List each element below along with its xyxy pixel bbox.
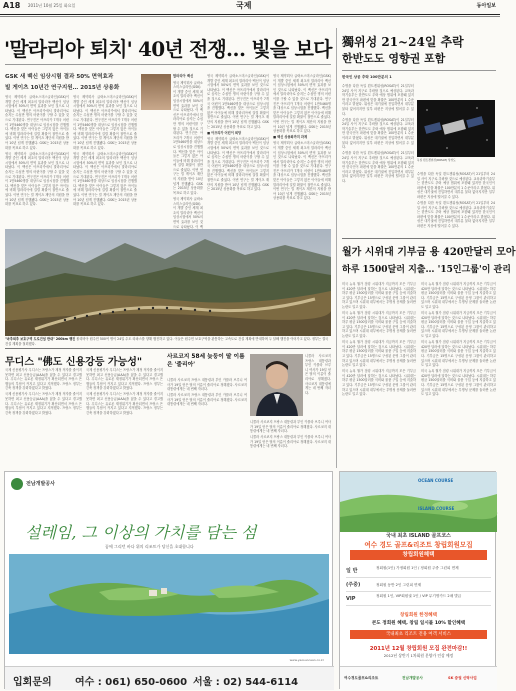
bottom-body-col4: 니콜라 사르코지 프랑스 대통령과 부인 카를라 브루니 여사가 19일 얻은 딸의 이름이 줄리아로 정해졌다. 사르코지 대통령에게는 네 번째 자녀다. 니콜라 사르코지 프랑스 대통령과 부인 카를라 브루니 여사가 19일 얻은 딸의 이름이 줄리아로 정해졌다. 사르코지 대통령에게는 네 번째 자녀다. [250,420,331,449]
ad-inquiry-label: 입회문의 [13,677,52,688]
right-mid-col2: 미국 뉴욕 월가 점령 시위대가 지금까지 모은 기부금이 420만 달러에 달하는 것으로 나타났다. 시위대는 하루 평균 1500달러를 식비와 물품 구입 등에 지출하고 있다. 기부금은 15명으로 구성된 운영 그룹이 관리하고 있으며 시위대 내부에서는 투명성 문제를 둘러싼 논란도 일고 있다. 미국 뉴욕 월가 점령 시위대가 지금까지 모은 기부금이 420만 달러에 달하는 것으로 나타났다. 시위대는 하루 평균 1500달러를 식비와 물품 구입 등에 지출하고 있다. 기부금은 15명으로 구성된 운영 그룹이 관리하고 있으며 시위대 내부에서는 투명성 문제를 둘러싼 논란도 일고 있다. 미국 뉴욕 월가 점령 시위대가 지금까지 모은 기부금이 420만 달러에 달하는 것으로 나타났다. 시위대는 하루 평균 1500달러를 식비와 물품 구입 등에 지출하고 있다. 기부금은 15명으로 구성된 운영 그룹이 관리하고 있으며 시위대 내부에서는 투명성 문제를 둘러싼 논란도 일고 있다. 미국 뉴욕 월가 점령 시위대가 지금까지 모은 기부금이 420만 달러에 달하는 것으로 나타났다. 시위대는 하루 평균 1500달러를 식비와 물품 구입 등에 지출하고 있다. 기부금은 15명으로 구성된 운영 그룹이 관리하고 있으며 시위대 내부에서는 투명성 문제를 둘러싼 논란도 일고 있다. [421,282,496,397]
right-mid-col1: 미국 뉴욕 월가 점령 시위대가 지금까지 모은 기부금이 420만 달러에 달하는 것으로 나타났다. 시위대는 하루 평균 1500달러를 식비와 물품 구입 등에 지출하고 있다. 기부금은 15명으로 구성된 운영 그룹이 관리하고 있으며 시위대 내부에서는 투명성 문제를 둘러싼 논란도 일고 있다. 미국 뉴욕 월가 점령 시위대가 지금까지 모은 기부금이 420만 달러에 달하는 것으로 나타났다. 시위대는 하루 평균 1500달러를 식비와 물품 구입 등에 지출하고 있다. 기부금은 15명으로 구성된 운영 그룹이 관리하고 있으며 시위대 내부에서는 투명성 문제를 둘러싼 논란도 일고 있다. 미국 뉴욕 월가 점령 시위대가 지금까지 모은 기부금이 420만 달러에 달하는 것으로 나타났다. 시위대는 하루 평균 1500달러를 식비와 물품 구입 등에 지출하고 있다. 기부금은 15명으로 구성된 운영 그룹이 관리하고 있으며 시위대 내부에서는 투명성 문제를 둘러싼 논란도 일고 있다. 미국 뉴욕 월가 점령 시위대가 지금까지 모은 기부금이 420만 달러에 달하는 것으로 나타났다. 시위대는 하루 평균 1500달러를 식비와 물품 구입 등에 지출하고 있다. 기부금은 15명으로 구성된 운영 그룹이 관리하고 있으며 시위대 내부에서는 투명성 문제를 둘러싼 논란도 일고 있다. [342,282,416,397]
divider [342,238,496,239]
ad-island-photo [9,554,329,654]
ad-highlight-2: 콘도 정회원 혜택, 창립 일시불 10% 할인혜택 [371,621,466,626]
main-subheadline-1: GSK 새 백신 임상시험 결과 50% 면역효과 [5,74,114,80]
benefit-row-desc: 정회원(1인) 가정회원 1인 / 정회원 주중 그린피 면제 [376,566,459,570]
portrait-photo [250,354,303,416]
ad-footer [340,666,497,690]
ad-footer-trustee: SK 증권 신탁사업 [448,676,477,680]
ad-course-label-1: OCEAN COURSE [418,478,454,483]
ad-course-label-2: ISLAND COURSE [418,506,455,511]
page-header [0,0,500,14]
bottom-body-col5: 니콜라 사르코지 프랑스 대통령과 부인 카를라 브루니 여사가 19일 얻은 딸의 이름이 줄리아로 정해졌다. 사르코지 대통령에게는 네 번째 자녀다. [305,354,331,395]
main-headline: '말라리아 퇴치' 40년 전쟁… 빛을 보다 [4,37,332,61]
right-mid-headline-1: 월가 시위대 기부금 용 420만달러 모아 [342,247,516,258]
ad-golf[interactable] [339,471,496,689]
right-headline-1: 獨위성 21~24일 추락 [342,35,464,49]
ad-subtitle: 꿈에 그리던 바다 위의 리조트가 당신을 초대합니다 [105,544,194,549]
benefit-row-label: (주중) [346,582,361,588]
benefit-row-label: VIP [346,596,356,602]
ad-golf-title: 국내 최초 ISLAND 골프코스 [386,533,451,539]
ad-benefit-header: 창립회원혜택 [350,550,487,560]
header-rule-thin [0,16,500,17]
satellite-image [417,100,495,157]
ad-website[interactable]: www.yeosuocean.co.kr [289,658,324,662]
main-body-col3: 말라리아 백신 영국 제약회사 글락소스미스클라인(GSK)이 개발 중인 세계 최초의 말라리아 백신이 임상시험에서 50%의 면역 효과를 보인 것으로 나타났다. 이 백신은 아프리카에서 말라리아로 숨지는 수십만 명의 어린이를 구할 수 있을 것으로 기대된다. 연구진은 아프리카 7개국 어린이 1만5460명을 대상으로 임상시험을 진행했다. 백신을 맞은 아이들은 그렇지 않은 아이들에 비해 말라리아에 걸릴 확률이 절반으로 줄었다. 이번 연구는 빌 게이츠 재단의 지원을 받아 10년 넘게 진행됐다. GSK는 2015년 상용화를 목표로 하고 있다. 영국 제약회사 글락소스미스클라인(GSK)이 개발 중인 세계 최초의 말라리아 백신이 임상시험에서 50%의 면역 효과를 보인 것으로 나타났다. 이 백 [173,74,203,229]
main-body-col2: 영국 제약회사 글락소스미스클라인(GSK)이 개발 중인 세계 최초의 말라리아 백신이 임상시험에서 50%의 면역 효과를 보인 것으로 나타났다. 이 백신은 아프리카에서 말라리아로 숨지는 수십만 명의 어린이를 구할 수 있을 것으로 기대된다. 연구진은 아프리카 7개국 어린이 1만5460명을 대상으로 임상시험을 진행했다. 백신을 맞은 아이들은 그렇지 않은 아이들에 비해 말라리아에 걸릴 확률이 절반으로 줄었다. 이번 연구는 빌 게이츠 재단의 지원을 받아 10년 넘게 진행됐다. GSK는 2015년 상용화를 목표로 하고 있다. 영국 제약회사 글락소스미스클라인(GSK)이 개발 중인 세계 최초의 말라리아 백신이 임상시험에서 50%의 면역 효과를 보인 것으로 나타났다. 이 백신은 아프리카에서 말라리아로 숨지는 수십만 명의 어린이를 구할 수 있을 것으로 기대된다. 연구진은 아프리카 7개국 어린이 1만5460명을 대상으로 임상시험을 진행했다. 백신을 맞은 아이들은 그렇지 않은 아이들에 비해 말라리아에 걸릴 확률이 절반으로 줄었다. 이번 연구는 빌 게이츠 재단의 지원을 받아 10년 넘게 진행됐다. GSK는 2015년 상용화를 목표로 하고 있다. [73,95,137,207]
benefit-row-desc: 정회원 1인, VIP회원권 1인 / VIP 무기명카드 2매 발급 [376,594,462,598]
main-body-col1: 영국 제약회사 글락소스미스클라인(GSK)이 개발 중인 세계 최초의 말라리아 백신이 임상시험에서 50%의 면역 효과를 보인 것으로 나타났다. 이 백신은 아프리카에서 말라리아로 숨지는 수십만 명의 어린이를 구할 수 있을 것으로 기대된다. 연구진은 아프리카 7개국 어린이 1만5460명을 대상으로 임상시험을 진행했다. 백신을 맞은 아이들은 그렇지 않은 아이들에 비해 말라리아에 걸릴 확률이 절반으로 줄었다. 이번 연구는 빌 게이츠 재단의 지원을 받아 10년 넘게 진행됐다. GSK는 2015년 상용화를 목표로 하고 있다. 영국 제약회사 글락소스미스클라인(GSK)이 개발 중인 세계 최초의 말라리아 백신이 임상시험에서 50%의 면역 효과를 보인 것으로 나타났다. 이 백신은 아프리카에서 말라리아로 숨지는 수십만 명의 어린이를 구할 수 있을 것으로 기대된다. 연구진은 아프리카 7개국 어린이 1만5460명을 대상으로 임상시험을 진행했다. 백신을 맞은 아이들은 그렇지 않은 아이들에 비해 말라리아에 걸릴 확률이 절반으로 줄었다. 이번 연구는 빌 게이츠 재단의 지원을 받아 10년 넘게 진행됐다. GSK는 2015년 상용화를 목표로 하고 있다. [5,95,69,207]
satellite-caption: 독일 뢴트겐위성(ROSAT) 상상도 [417,158,456,162]
main-photo [5,229,331,336]
ad-contact-bar [5,666,334,690]
benefit-row-label: 일 반 [346,568,358,574]
ad-strip: 국내최초 리조트 전용 여객 서비스 [350,630,487,639]
page-date: 2011년 10월 25일 화요일 [28,3,76,8]
ad-brand: 전남개발공사 [26,481,55,487]
newspaper-name: 동아일보 [476,3,496,9]
right-body-col2: 수명을 다한 독일 뢴트겐위성(ROSAT)이 21일부터 24일 사이 지구로 추락할 것으로 예상된다. 교육과학기술부는 한반도도 추락 예상 범위에 포함돼 있지만 한국인이 파편에 맞을 확률은 100만분의 1 수준이라고 밝혔다. 위성은 대기권에 진입하면서 대부분 불타 없어지지만 일부 파편은 지상에 떨어질 수 있다. 수명을 다한 독일 뢴트겐위성(ROSAT)이 21일부터 24일 사이 지구로 추락할 것으로 예상된다. 교육과학기술부는 한반도도 추락 예상 범위에 포함돼 있지만 한국인이 파편에 맞을 확률은 100만분의 1 수준이라고 밝혔다. 위성은 대기권에 진입하면서 대부분 불타 없어지지만 일부 파편은 지상에 떨어질 수 있다. [417,172,495,229]
divider [342,70,496,71]
ad-footer-brand: 여수경도골프&리조트 [344,676,379,680]
main-body-col4: 영국 제약회사 글락소스미스클라인(GSK)이 개발 중인 세계 최초의 말라리아 백신이 임상시험에서 50%의 면역 효과를 보인 것으로 나타났다. 이 백신은 아프리카에서 말라리아로 숨지는 수십만 명의 어린이를 구할 수 있을 것으로 기대된다. 연구진은 아프리카 7개국 어린이 1만5460명을 대상으로 임상시험을 진행했다. 백신을 맞은 아이들은 그렇지 않은 아이들에 비해 말라리아에 걸릴 확률이 절반으로 줄었다. 이번 연구는 빌 게이츠 재단의 지원을 받아 10년 넘게 진행됐다. GSK는 2015년 상용화를 목표로 하고 있다. ■ 아프리카 어린이 희망 영국 제약회사 글락소스미스클라인(GSK)이 개발 중인 세계 최초의 말라리아 백신이 임상시험에서 50%의 면역 효과를 보인 것으로 나타났다. 이 백신은 아프리카에서 말라리아로 숨지는 수십만 명의 어린이를 구할 수 있을 것으로 기대된다. 연구진은 아프리카 7개국 어린이 1만5460명을 대상으로 임상시험을 진행했다. 백신을 맞은 아이들은 그렇지 않은 아이들에 비해 말라리아에 걸릴 확률이 절반으로 줄었다. 이번 연구는 빌 게이츠 재단의 지원을 받아 10년 넘게 진행됐다. GSK는 2015년 상용화를 목표로 하고 있다. [207,74,269,192]
page-number: A18 [3,1,21,10]
right-mid-headline-2: 하루 1500달러 지출… '15인그룹'이 관리 [342,265,511,275]
ad-benefit-rows [346,564,491,606]
bottom-body-col3: 니콜라 사르코지 프랑스 대통령과 부인 카를라 브루니 여사가 19일 얻은 딸의 이름이 줄리아로 정해졌다. 사르코지 대통령에게는 네 번째 자녀다. 니콜라 사르코지 프랑스 대통령과 부인 카를라 브루니 여사가 19일 얻은 딸의 이름이 줄리아로 정해졌다. 사르코지 대통령에게는 네 번째 자녀다. [167,378,247,407]
ad-footer-developer: 전남개발공사 [402,676,423,680]
ad-banner: 2011년 12월 창립회원 모집 완전마감!! [369,646,468,652]
benefit-row [346,592,491,606]
brand-logo-icon [11,478,23,490]
ad-highlight-1: 창립회원 한정혜택 [399,613,438,618]
main-subheadline-2: 빌 게이츠 10년간 연구지원… 2015년 상용화 [5,85,120,91]
header-rule [0,14,500,15]
divider [5,64,331,65]
right-body-col1: 수명을 다한 독일 뢴트겐위성(ROSAT)이 21일부터 24일 사이 지구로 추락할 것으로 예상된다. 교육과학기술부는 한반도도 추락 예상 범위에 포함돼 있지만 한국인이 파편에 맞을 확률은 100만분의 1 수준이라고 밝혔다. 위성은 대기권에 진입하면서 대부분 불타 없어지지만 일부 파편은 지상에 떨어질 수 있다. 수명을 다한 독일 뢴트겐위성(ROSAT)이 21일부터 24일 사이 지구로 추락할 것으로 예상된다. 교육과학기술부는 한반도도 추락 예상 범위에 포함돼 있지만 한국인이 파편에 맞을 확률은 100만분의 1 수준이라고 밝혔다. 위성은 대기권에 진입하면서 대부분 불타 없어지지만 일부 파편은 지상에 떨어질 수 있다. 수명을 다한 독일 뢴트겐위성(ROSAT)이 21일부터 24일 사이 지구로 추락할 것으로 예상된다. 교육과학기술부는 한반도도 추락 예상 범위에 포함돼 있지만 한국인이 파편에 맞을 확률은 100만분의 1 수준이라고 밝혔다. 위성은 대기권에 진입하면서 대부분 불타 없어지지만 일부 파편은 지상에 떨어질 수 있다. [342,84,414,183]
section-title: 국제 [236,1,252,10]
benefit-row [346,578,491,592]
ad-banner-sub: 2012년 상반기 1차회원 분양가 인상 예정 [383,653,454,658]
ad-phone-yeosu[interactable]: 여수 : 061) 650-0600 [75,677,188,688]
bottom-headline-2: 사르코지 58세 늦둥이 딸 이름은 '줄리아' [167,354,245,368]
right-section-label: 한국인 상공 추락 100만분의 1 [342,75,392,79]
column-divider [336,28,337,468]
right-headline-2: 한반도도 영향권 포함 [342,52,446,65]
ad-golf-title-2: 여수 경도 골프&리조트 창립회원모집 [364,541,473,549]
benefit-row [346,564,491,578]
photo-caption: "마추픽추 보호구역 도로건설 반대" 200km 행진 볼리비아 원주민 500여 명이 24일 수도 라파스를 향해 행진하고 있다. 이들은 원주민 보호구역을 관통하는 고속도로 건설 계획에 반대하며 두 달째 행진을 이어가고 있다. 정부는 결국 건설 계획을 철회했다. [5,337,329,346]
bottom-body-col2: 국제 신용평가사 무디스는 프랑스가 재정 적자를 줄이지 못하면 최고 신용등급(AAA)을 잃을 수 있다고 경고했다. 무디스는 유로존 재정위기가 확산되면서 프랑스 은행들의 부담이 커지고 있다고 지적했다. 프랑스 정부는 긴축 정책을 강화하겠다고 밝혔다. 국제 신용평가사 무디스는 프랑스가 재정 적자를 줄이지 못하면 최고 신용등급(AAA)을 잃을 수 있다고 경고했다. 무디스는 유로존 재정위기가 확산되면서 프랑스 은행들의 부담이 커지고 있다고 지적했다. 프랑스 정부는 긴축 정책을 강화하겠다고 밝혔다. [86,368,163,415]
bottom-body-col1: 국제 신용평가사 무디스는 프랑스가 재정 적자를 줄이지 못하면 최고 신용등급(AAA)을 잃을 수 있다고 경고했다. 무디스는 유로존 재정위기가 확산되면서 프랑스 은행들의 부담이 커지고 있다고 지적했다. 프랑스 정부는 긴축 정책을 강화하겠다고 밝혔다. 국제 신용평가사 무디스는 프랑스가 재정 적자를 줄이지 못하면 최고 신용등급(AAA)을 잃을 수 있다고 경고했다. 무디스는 유로존 재정위기가 확산되면서 프랑스 은행들의 부담이 커지고 있다고 지적했다. 프랑스 정부는 긴축 정책을 강화하겠다고 밝혔다. [5,368,82,415]
ad-resort[interactable] [4,471,333,689]
ad-title: 설레임, 그 이상의 가치를 담는 섬 [25,523,257,542]
divider [5,348,331,349]
bottom-headline: 무디스 "佛도 신용강등 가능성" [5,357,143,368]
ad-phone-seoul[interactable]: 서울 : 02) 544-6114 [193,677,299,688]
benefit-row-desc: 정회원 동반 2인 그린피 면제 [376,583,422,587]
main-body-col5: 영국 제약회사 글락소스미스클라인(GSK)이 개발 중인 세계 최초의 말라리아 백신이 임상시험에서 50%의 면역 효과를 보인 것으로 나타났다. 이 백신은 아프리카에서 말라리아로 숨지는 수십만 명의 어린이를 구할 수 있을 것으로 기대된다. 연구진은 아프리카 7개국 어린이 1만5460명을 대상으로 임상시험을 진행했다. 백신을 맞은 아이들은 그렇지 않은 아이들에 비해 말라리아에 걸릴 확률이 절반으로 줄었다. 이번 연구는 빌 게이츠 재단의 지원을 받아 10년 넘게 진행됐다. GSK는 2015년 상용화를 목표로 하고 있다. ■ 백신 상용화까지 과제 영국 제약회사 글락소스미스클라인(GSK)이 개발 중인 세계 최초의 말라리아 백신이 임상시험에서 50%의 면역 효과를 보인 것으로 나타났다. 이 백신은 아프리카에서 말라리아로 숨지는 수십만 명의 어린이를 구할 수 있을 것으로 기대된다. 연구진은 아프리카 7개국 어린이 1만5460명을 대상으로 임상시험을 진행했다. 백신을 맞은 아이들은 그렇지 않은 아이들에 비해 말라리아에 걸릴 확률이 절반으로 줄었다. 이번 연구는 빌 게이츠 재단의 지원을 받아 10년 넘게 진행됐다. GSK는 2015년 상용화를 목표로 하고 있다. [273,74,331,201]
